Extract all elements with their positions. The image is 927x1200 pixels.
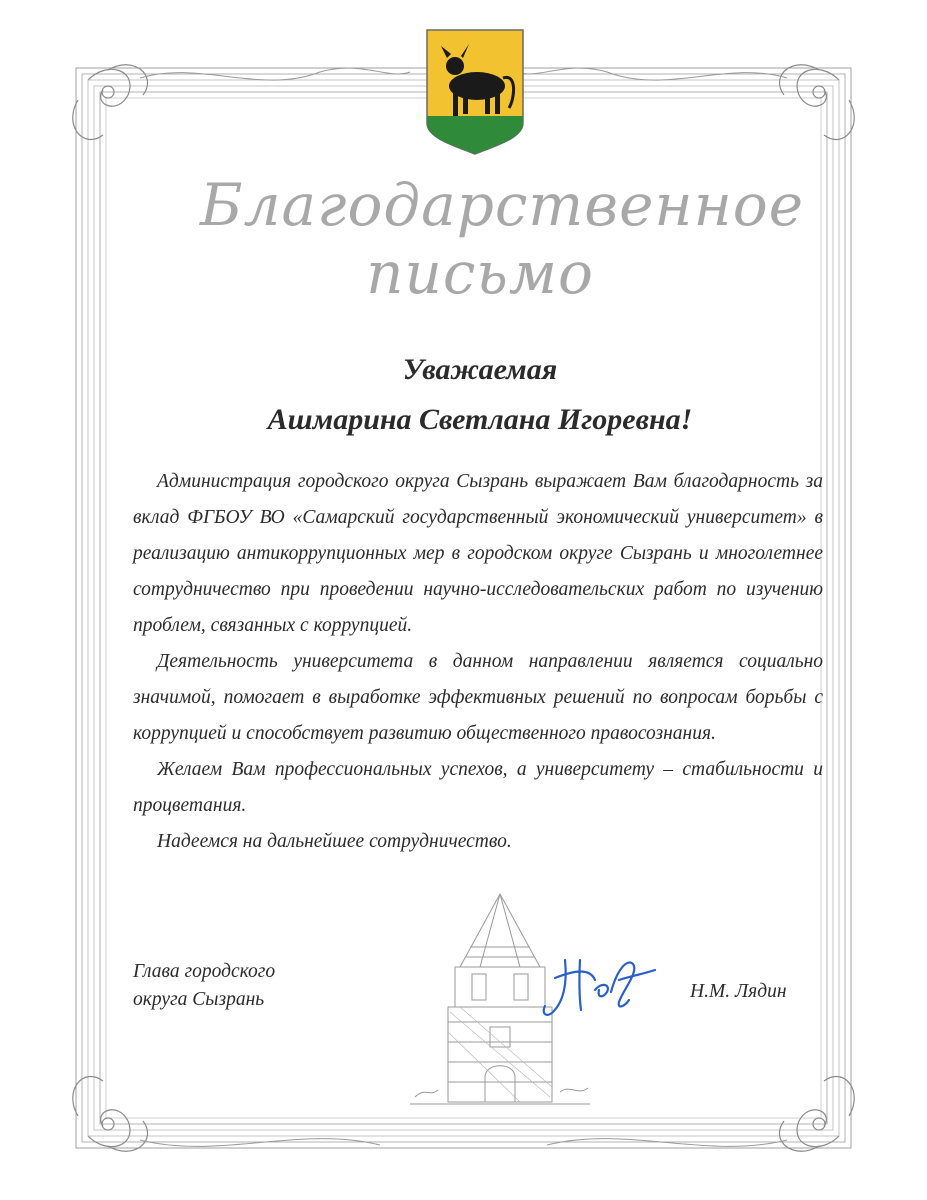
paragraph: Деятельность университета в данном направлении является социально значимой, помогает в выработке эффективных решений по вопросам борьбы с коррупцией и способствует развитию общественного правосознания.	[133, 651, 823, 744]
paragraph: Администрация городского округа Сызрань выражает Вам благодарность за вклад ФГБОУ ВО «Самарский государственный экономический университет» в реализацию антикоррупционных мер в городском округе Сызрань и многолетнее сотрудничество при проведении научно-исследовательских работ по изучению проблем, связанных с коррупцией.	[133, 471, 823, 636]
signer-title	[133, 958, 353, 1014]
city-coat-of-arms-bull-icon	[425, 28, 525, 156]
recipient-name: Ашмарина Светлана Игоревна!	[267, 403, 693, 436]
greeting	[120, 345, 840, 445]
signer-title-line-1: Глава городского	[133, 961, 276, 982]
handwritten-signature	[535, 940, 660, 1025]
title-line-1: Благодарственное	[200, 171, 805, 239]
title-line-2: письмо	[366, 239, 594, 307]
signer-name: Н.М. Лядин	[690, 981, 787, 1002]
greeting-line-1: Уважаемая	[402, 353, 558, 386]
signer-title-line-2: округа Сызрань	[133, 989, 265, 1010]
letter-body	[133, 464, 823, 860]
paragraph: Надеемся на дальнейшее сотрудничество.	[157, 831, 512, 852]
paragraph: Желаем Вам профессиональных успехов, а университету – стабильности и процветания.	[133, 759, 823, 816]
certificate-title	[200, 170, 805, 307]
